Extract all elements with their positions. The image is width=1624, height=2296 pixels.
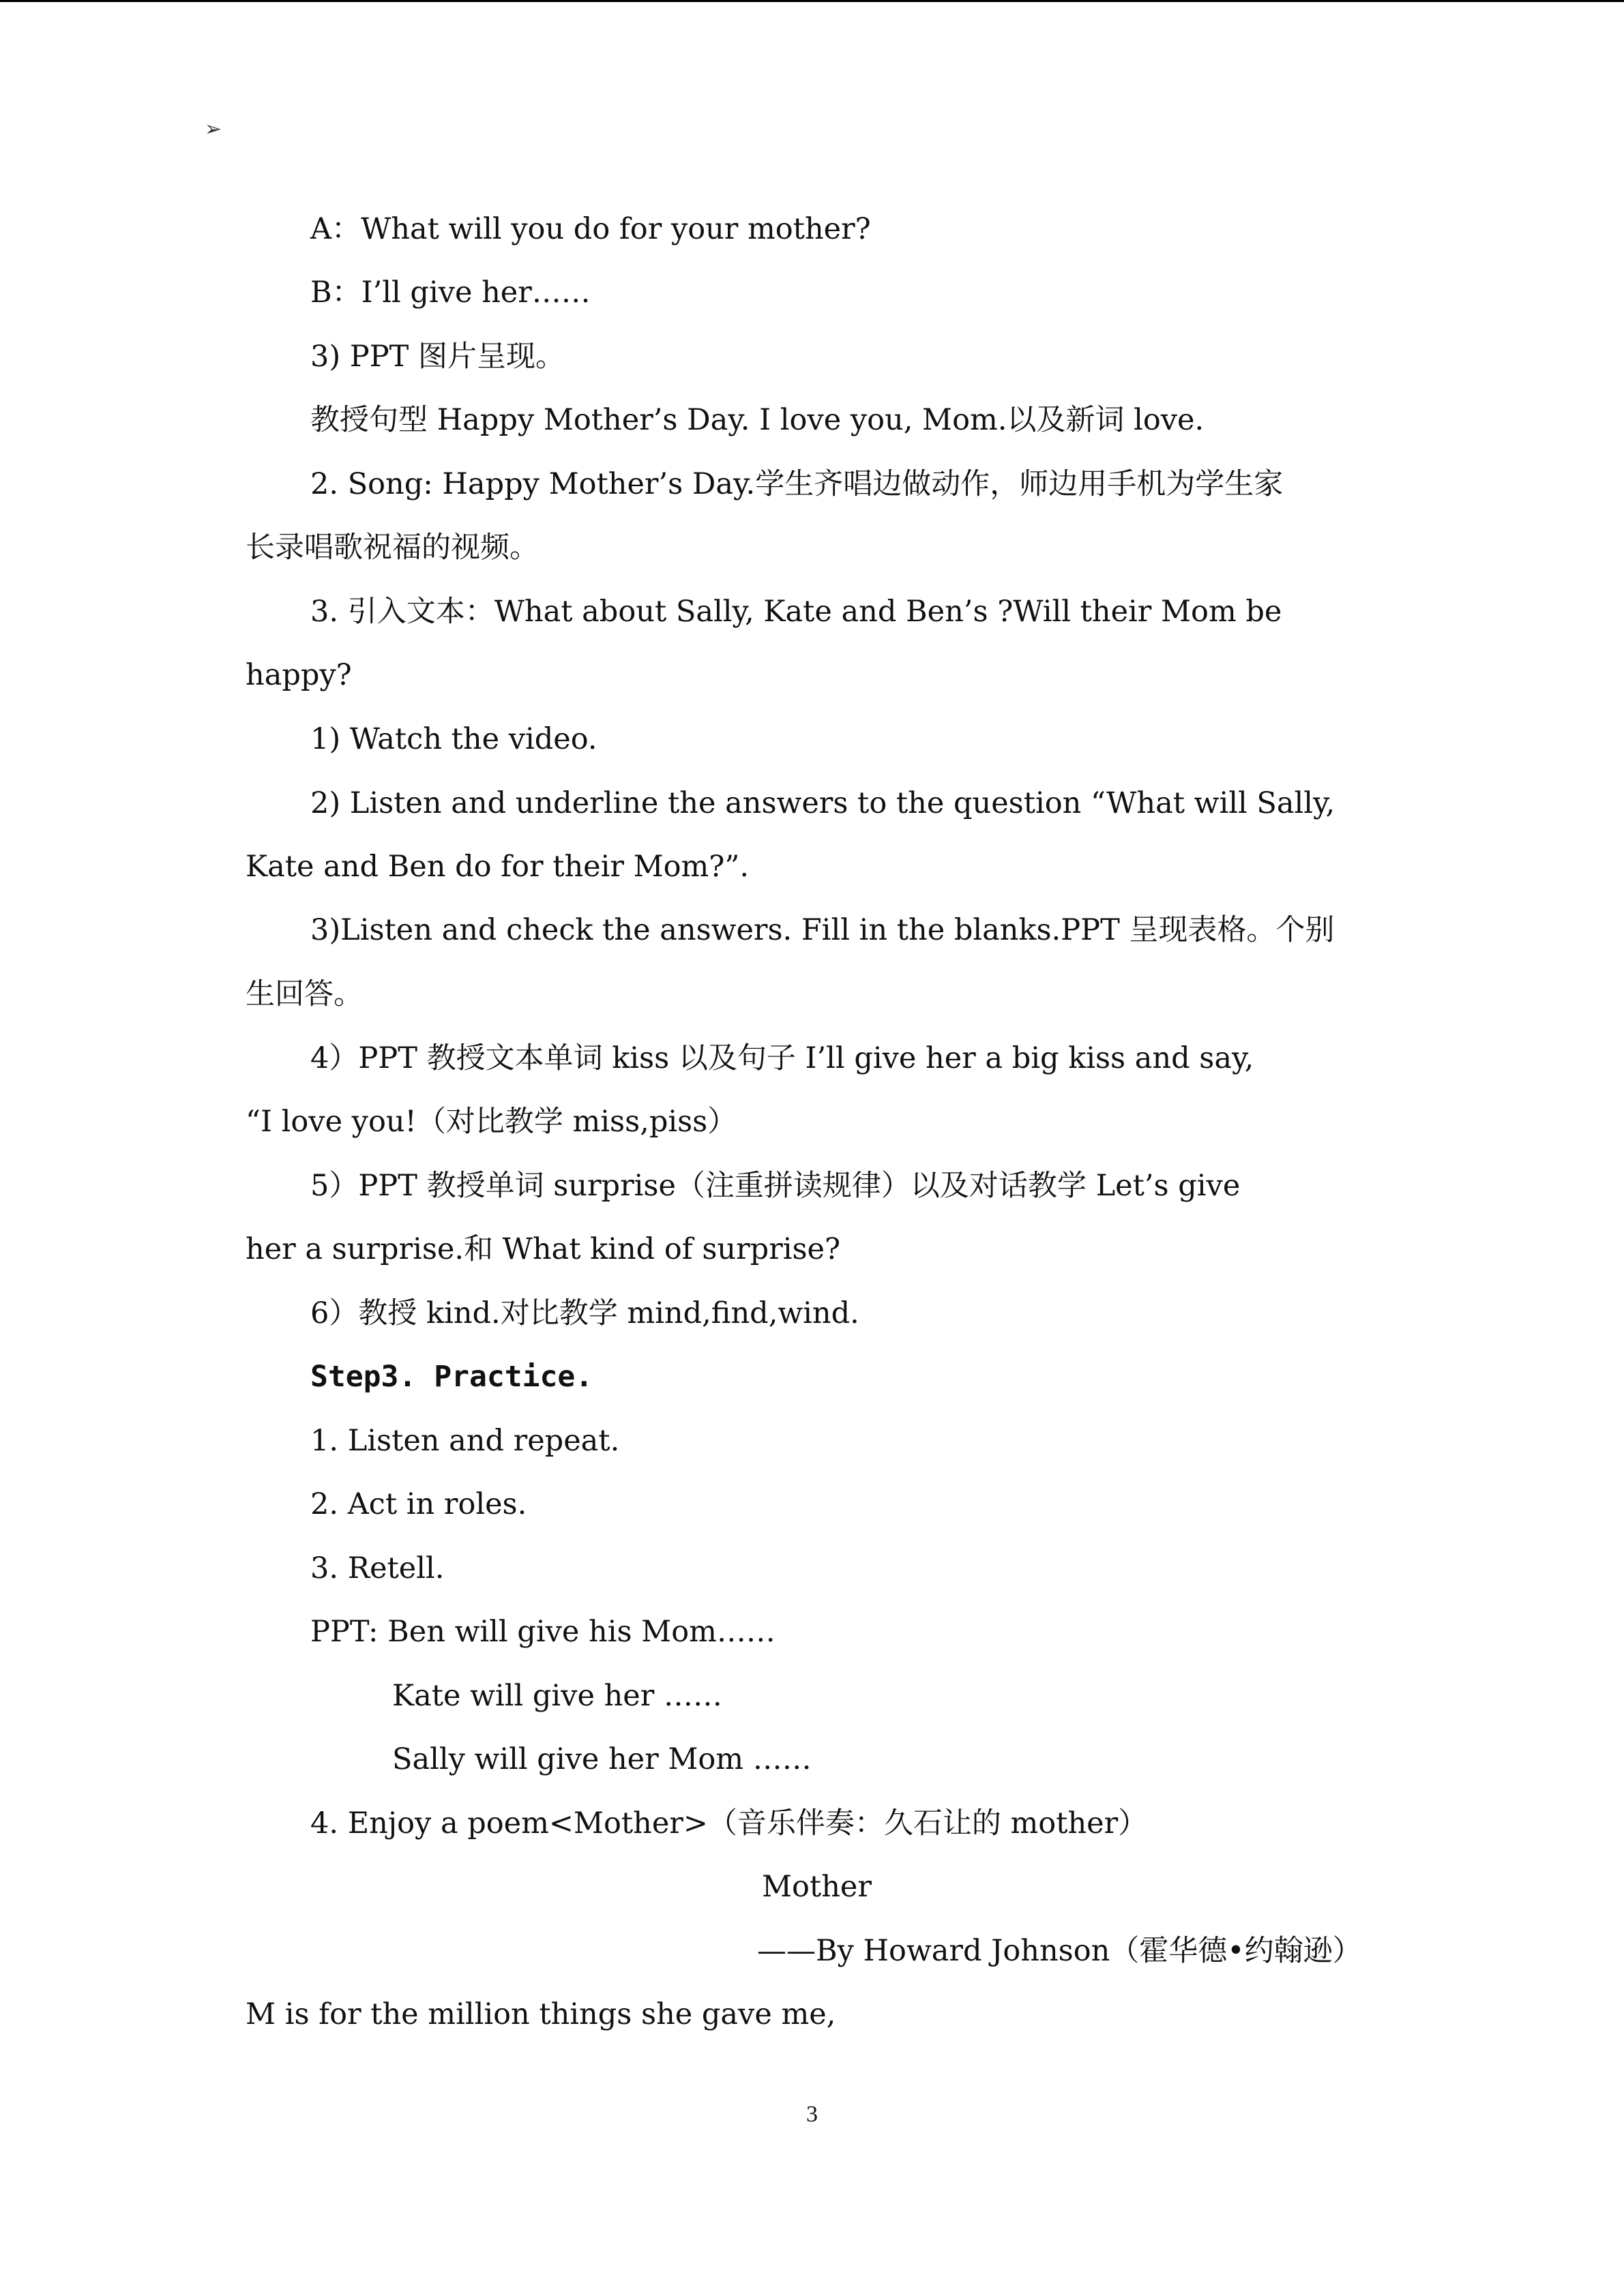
text-line: A：What will you do for your mother? — [310, 212, 871, 246]
text-line: 长录唱歌祝福的视频。 — [246, 531, 539, 565]
text-line: 1) Watch the video. — [310, 722, 597, 756]
text-line: 3. 引入文本：What about Sally, Kate and Ben’s ?Will their Mom be — [310, 595, 1282, 629]
text-line: 3)Listen and check the answers. Fill in the blanks.PPT 呈现表格。个别 — [310, 913, 1335, 947]
text-line: happy? — [246, 658, 352, 692]
text-line: Kate will give her …… — [392, 1679, 722, 1713]
text-line: her a surprise.和 What kind of surprise? — [246, 1232, 841, 1266]
text-line: Sally will give her Mom …… — [392, 1742, 812, 1776]
text-line: 1. Listen and repeat. — [310, 1424, 620, 1458]
text-line: 2. Song: Happy Mother’s Day.学生齐唱边做动作，师边用手机为学生家 — [310, 467, 1284, 501]
text-line: 2) Listen and underline the answers to the question “What will Sally, — [310, 786, 1335, 820]
text-line: 6）教授 kind.对比教学 mind,find,wind. — [310, 1296, 859, 1330]
poem-title: Mother — [762, 1870, 872, 1904]
text-line: 3. Retell. — [310, 1551, 445, 1585]
text-line: 3) PPT 图片呈现。 — [310, 340, 565, 374]
text-line: 生回答。 — [246, 977, 363, 1011]
page-number: 3 — [806, 2102, 818, 2127]
page-top-border — [0, 0, 1624, 2]
poem-author: ——By Howard Johnson（霍华德•约翰逊） — [757, 1934, 1362, 1968]
section-heading: Step3. Practice. — [310, 1360, 593, 1394]
text-line: 教授句型 Happy Mother’s Day. I love you, Mom.以及新词 love. — [310, 403, 1205, 437]
poem-line: M is for the million things she gave me, — [246, 1997, 836, 2031]
text-line: B：I’ll give her…… — [310, 275, 591, 310]
text-line: 5）PPT 教授单词 surprise（注重拼读规律）以及对话教学 Let’s give — [310, 1169, 1241, 1203]
text-line: “I love you!（对比教学 miss,piss） — [246, 1105, 737, 1139]
text-line: 4）PPT 教授文本单词 kiss 以及句子 I’ll give her a big kiss and say, — [310, 1041, 1254, 1075]
text-line: PPT: Ben will give his Mom…… — [310, 1615, 776, 1649]
text-line: 4. Enjoy a poem<Mother>（音乐伴奏：久石让的 mother） — [310, 1806, 1148, 1840]
text-line: 2. Act in roles. — [310, 1487, 527, 1521]
bullet-arrow-icon: ➢ — [205, 117, 222, 141]
text-line: Kate and Ben do for their Mom?”. — [246, 850, 749, 884]
